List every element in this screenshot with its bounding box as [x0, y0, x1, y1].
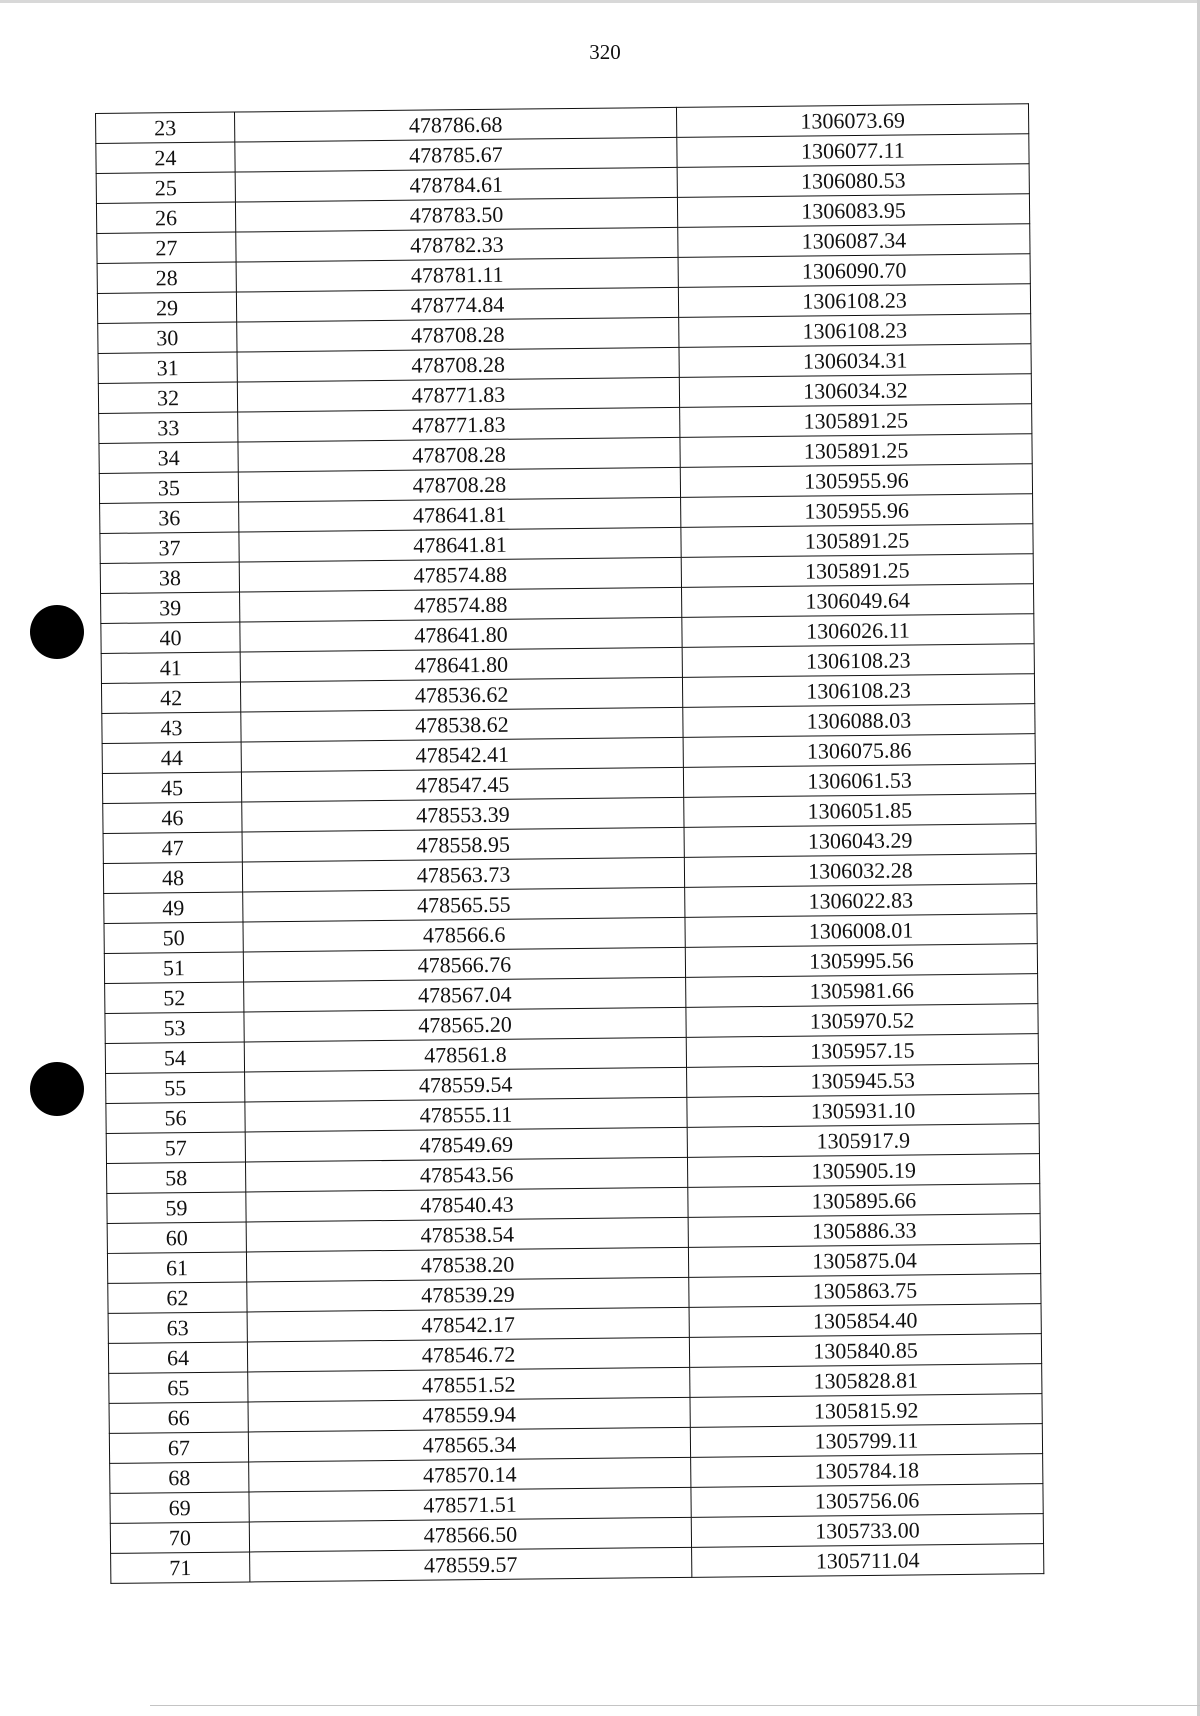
point-number-cell: 27: [97, 232, 236, 263]
x-coordinate-cell: 478563.73: [242, 857, 684, 892]
point-number-cell: 35: [99, 472, 238, 503]
x-coordinate-cell: 478547.45: [241, 767, 683, 802]
x-coordinate-cell: 478641.80: [240, 647, 682, 682]
y-coordinate-cell: 1305875.04: [688, 1244, 1040, 1278]
y-coordinate-cell: 1306022.83: [685, 884, 1037, 918]
y-coordinate-cell: 1305957.15: [686, 1034, 1038, 1068]
point-number-cell: 54: [105, 1042, 244, 1073]
x-coordinate-cell: 478565.55: [243, 887, 685, 922]
y-coordinate-cell: 1306026.11: [682, 614, 1034, 648]
x-coordinate-cell: 478708.28: [237, 347, 679, 382]
y-coordinate-cell: 1305799.11: [690, 1424, 1042, 1458]
y-coordinate-cell: 1305733.00: [691, 1514, 1043, 1548]
x-coordinate-cell: 478781.11: [236, 257, 678, 292]
coordinates-table: [95, 103, 1044, 1584]
x-coordinate-cell: 478536.62: [240, 677, 682, 712]
page-top-edge: [0, 0, 1200, 3]
x-coordinate-cell: 478783.50: [235, 197, 677, 232]
y-coordinate-cell: 1305815.92: [690, 1394, 1042, 1428]
x-coordinate-cell: 478771.83: [237, 377, 679, 412]
y-coordinate-cell: 1306008.01: [685, 914, 1037, 948]
y-coordinate-cell: 1305891.25: [681, 554, 1033, 588]
x-coordinate-cell: 478641.81: [239, 497, 681, 532]
point-number-cell: 68: [110, 1462, 249, 1493]
y-coordinate-cell: 1305945.53: [687, 1064, 1039, 1098]
point-number-cell: 71: [111, 1552, 250, 1583]
point-number-cell: 70: [110, 1522, 249, 1553]
y-coordinate-cell: 1305891.25: [680, 404, 1032, 438]
y-coordinate-cell: 1305711.04: [692, 1544, 1044, 1578]
y-coordinate-cell: 1305840.85: [689, 1334, 1041, 1368]
y-coordinate-cell: 1306075.86: [683, 734, 1035, 768]
point-number-cell: 33: [99, 412, 238, 443]
point-number-cell: 55: [106, 1072, 245, 1103]
point-number-cell: 66: [109, 1402, 248, 1433]
point-number-cell: 62: [108, 1282, 247, 1313]
x-coordinate-cell: 478542.41: [241, 737, 683, 772]
y-coordinate-cell: 1306034.32: [679, 374, 1031, 408]
x-coordinate-cell: 478542.17: [247, 1307, 689, 1342]
x-coordinate-cell: 478567.04: [244, 977, 686, 1012]
x-coordinate-cell: 478558.95: [242, 827, 684, 862]
y-coordinate-cell: 1306108.23: [678, 284, 1030, 318]
x-coordinate-cell: 478708.28: [238, 467, 680, 502]
point-number-cell: 39: [101, 592, 240, 623]
y-coordinate-cell: 1306080.53: [677, 164, 1029, 198]
point-number-cell: 58: [107, 1162, 246, 1193]
y-coordinate-cell: 1306032.28: [684, 854, 1036, 888]
y-coordinate-cell: 1306108.23: [682, 644, 1034, 678]
point-number-cell: 69: [110, 1492, 249, 1523]
x-coordinate-cell: 478561.8: [244, 1037, 686, 1072]
y-coordinate-cell: 1305854.40: [689, 1304, 1041, 1338]
point-number-cell: 44: [102, 742, 241, 773]
x-coordinate-cell: 478549.69: [245, 1127, 687, 1162]
y-coordinate-cell: 1306087.34: [678, 224, 1030, 258]
y-coordinate-cell: 1305905.19: [687, 1154, 1039, 1188]
x-coordinate-cell: 478641.80: [240, 617, 682, 652]
y-coordinate-cell: 1305981.66: [686, 974, 1038, 1008]
point-number-cell: 30: [98, 322, 237, 353]
y-coordinate-cell: 1305955.96: [680, 464, 1032, 498]
punch-hole-icon: [30, 1062, 84, 1116]
point-number-cell: 51: [104, 952, 243, 983]
x-coordinate-cell: 478571.51: [249, 1487, 691, 1522]
point-number-cell: 40: [101, 622, 240, 653]
point-number-cell: 60: [107, 1222, 246, 1253]
x-coordinate-cell: 478566.6: [243, 917, 685, 952]
x-coordinate-cell: 478540.43: [246, 1187, 688, 1222]
y-coordinate-cell: 1305970.52: [686, 1004, 1038, 1038]
page-bottom-edge: [150, 1705, 1200, 1706]
point-number-cell: 65: [109, 1372, 248, 1403]
point-number-cell: 47: [103, 832, 242, 863]
point-number-cell: 50: [104, 922, 243, 953]
point-number-cell: 52: [105, 982, 244, 1013]
point-number-cell: 43: [102, 712, 241, 743]
y-coordinate-cell: 1305784.18: [691, 1454, 1043, 1488]
point-number-cell: 23: [96, 112, 235, 143]
y-coordinate-cell: 1306043.29: [684, 824, 1036, 858]
x-coordinate-cell: 478538.62: [241, 707, 683, 742]
x-coordinate-cell: 478559.94: [248, 1397, 690, 1432]
x-coordinate-cell: 478566.50: [249, 1517, 691, 1552]
y-coordinate-cell: 1306034.31: [679, 344, 1031, 378]
x-coordinate-cell: 478566.76: [243, 947, 685, 982]
x-coordinate-cell: 478555.11: [245, 1097, 687, 1132]
point-number-cell: 59: [107, 1192, 246, 1223]
point-number-cell: 34: [99, 442, 238, 473]
x-coordinate-cell: 478708.28: [238, 437, 680, 472]
x-coordinate-cell: 478559.57: [250, 1547, 692, 1582]
point-number-cell: 46: [103, 802, 242, 833]
punch-hole-icon: [30, 605, 84, 659]
point-number-cell: 64: [108, 1342, 247, 1373]
point-number-cell: 49: [104, 892, 243, 923]
y-coordinate-cell: 1305955.96: [681, 494, 1033, 528]
y-coordinate-cell: 1306108.23: [682, 674, 1034, 708]
y-coordinate-cell: 1305917.9: [687, 1124, 1039, 1158]
x-coordinate-cell: 478785.67: [235, 137, 677, 172]
y-coordinate-cell: 1306088.03: [683, 704, 1035, 738]
y-coordinate-cell: 1306083.95: [677, 194, 1029, 228]
x-coordinate-cell: 478539.29: [247, 1277, 689, 1312]
point-number-cell: 56: [106, 1102, 245, 1133]
x-coordinate-cell: 478538.54: [246, 1217, 688, 1252]
point-number-cell: 31: [98, 352, 237, 383]
y-coordinate-cell: 1306051.85: [684, 794, 1036, 828]
point-number-cell: 28: [97, 262, 236, 293]
point-number-cell: 38: [100, 562, 239, 593]
y-coordinate-cell: 1305886.33: [688, 1214, 1040, 1248]
y-coordinate-cell: 1306073.69: [676, 104, 1028, 138]
x-coordinate-cell: 478538.20: [246, 1247, 688, 1282]
point-number-cell: 67: [109, 1432, 248, 1463]
point-number-cell: 57: [106, 1132, 245, 1163]
x-coordinate-cell: 478565.34: [248, 1427, 690, 1462]
x-coordinate-cell: 478574.88: [240, 587, 682, 622]
point-number-cell: 61: [107, 1252, 246, 1283]
point-number-cell: 26: [96, 202, 235, 233]
x-coordinate-cell: 478553.39: [242, 797, 684, 832]
point-number-cell: 45: [102, 772, 241, 803]
y-coordinate-cell: 1305756.06: [691, 1484, 1043, 1518]
point-number-cell: 63: [108, 1312, 247, 1343]
x-coordinate-cell: 478574.88: [239, 557, 681, 592]
x-coordinate-cell: 478708.28: [237, 317, 679, 352]
y-coordinate-cell: 1305931.10: [687, 1094, 1039, 1128]
x-coordinate-cell: 478771.83: [238, 407, 680, 442]
point-number-cell: 25: [96, 172, 235, 203]
x-coordinate-cell: 478546.72: [247, 1337, 689, 1372]
y-coordinate-cell: 1306108.23: [679, 314, 1031, 348]
y-coordinate-cell: 1305995.56: [685, 944, 1037, 978]
page-number: 320: [589, 40, 621, 64]
coordinates-table-body: [96, 104, 1044, 1584]
point-number-cell: 41: [101, 652, 240, 683]
y-coordinate-cell: 1305895.66: [688, 1184, 1040, 1218]
y-coordinate-cell: 1305828.81: [690, 1364, 1042, 1398]
x-coordinate-cell: 478774.84: [236, 287, 678, 322]
x-coordinate-cell: 478784.61: [235, 167, 677, 202]
point-number-cell: 29: [97, 292, 236, 323]
x-coordinate-cell: 478570.14: [249, 1457, 691, 1492]
point-number-cell: 32: [98, 382, 237, 413]
y-coordinate-cell: 1306061.53: [683, 764, 1035, 798]
y-coordinate-cell: 1305891.25: [681, 524, 1033, 558]
x-coordinate-cell: 478782.33: [236, 227, 678, 262]
x-coordinate-cell: 478786.68: [234, 107, 676, 142]
y-coordinate-cell: 1305863.75: [689, 1274, 1041, 1308]
x-coordinate-cell: 478551.52: [248, 1367, 690, 1402]
x-coordinate-cell: 478543.56: [245, 1157, 687, 1192]
point-number-cell: 37: [100, 532, 239, 563]
x-coordinate-cell: 478559.54: [245, 1067, 687, 1102]
point-number-cell: 53: [105, 1012, 244, 1043]
point-number-cell: 48: [103, 862, 242, 893]
y-coordinate-cell: 1306090.70: [678, 254, 1030, 288]
y-coordinate-cell: 1306077.11: [677, 134, 1029, 168]
x-coordinate-cell: 478641.81: [239, 527, 681, 562]
point-number-cell: 36: [100, 502, 239, 533]
point-number-cell: 42: [101, 682, 240, 713]
y-coordinate-cell: 1306049.64: [681, 584, 1033, 618]
y-coordinate-cell: 1305891.25: [680, 434, 1032, 468]
point-number-cell: 24: [96, 142, 235, 173]
x-coordinate-cell: 478565.20: [244, 1007, 686, 1042]
